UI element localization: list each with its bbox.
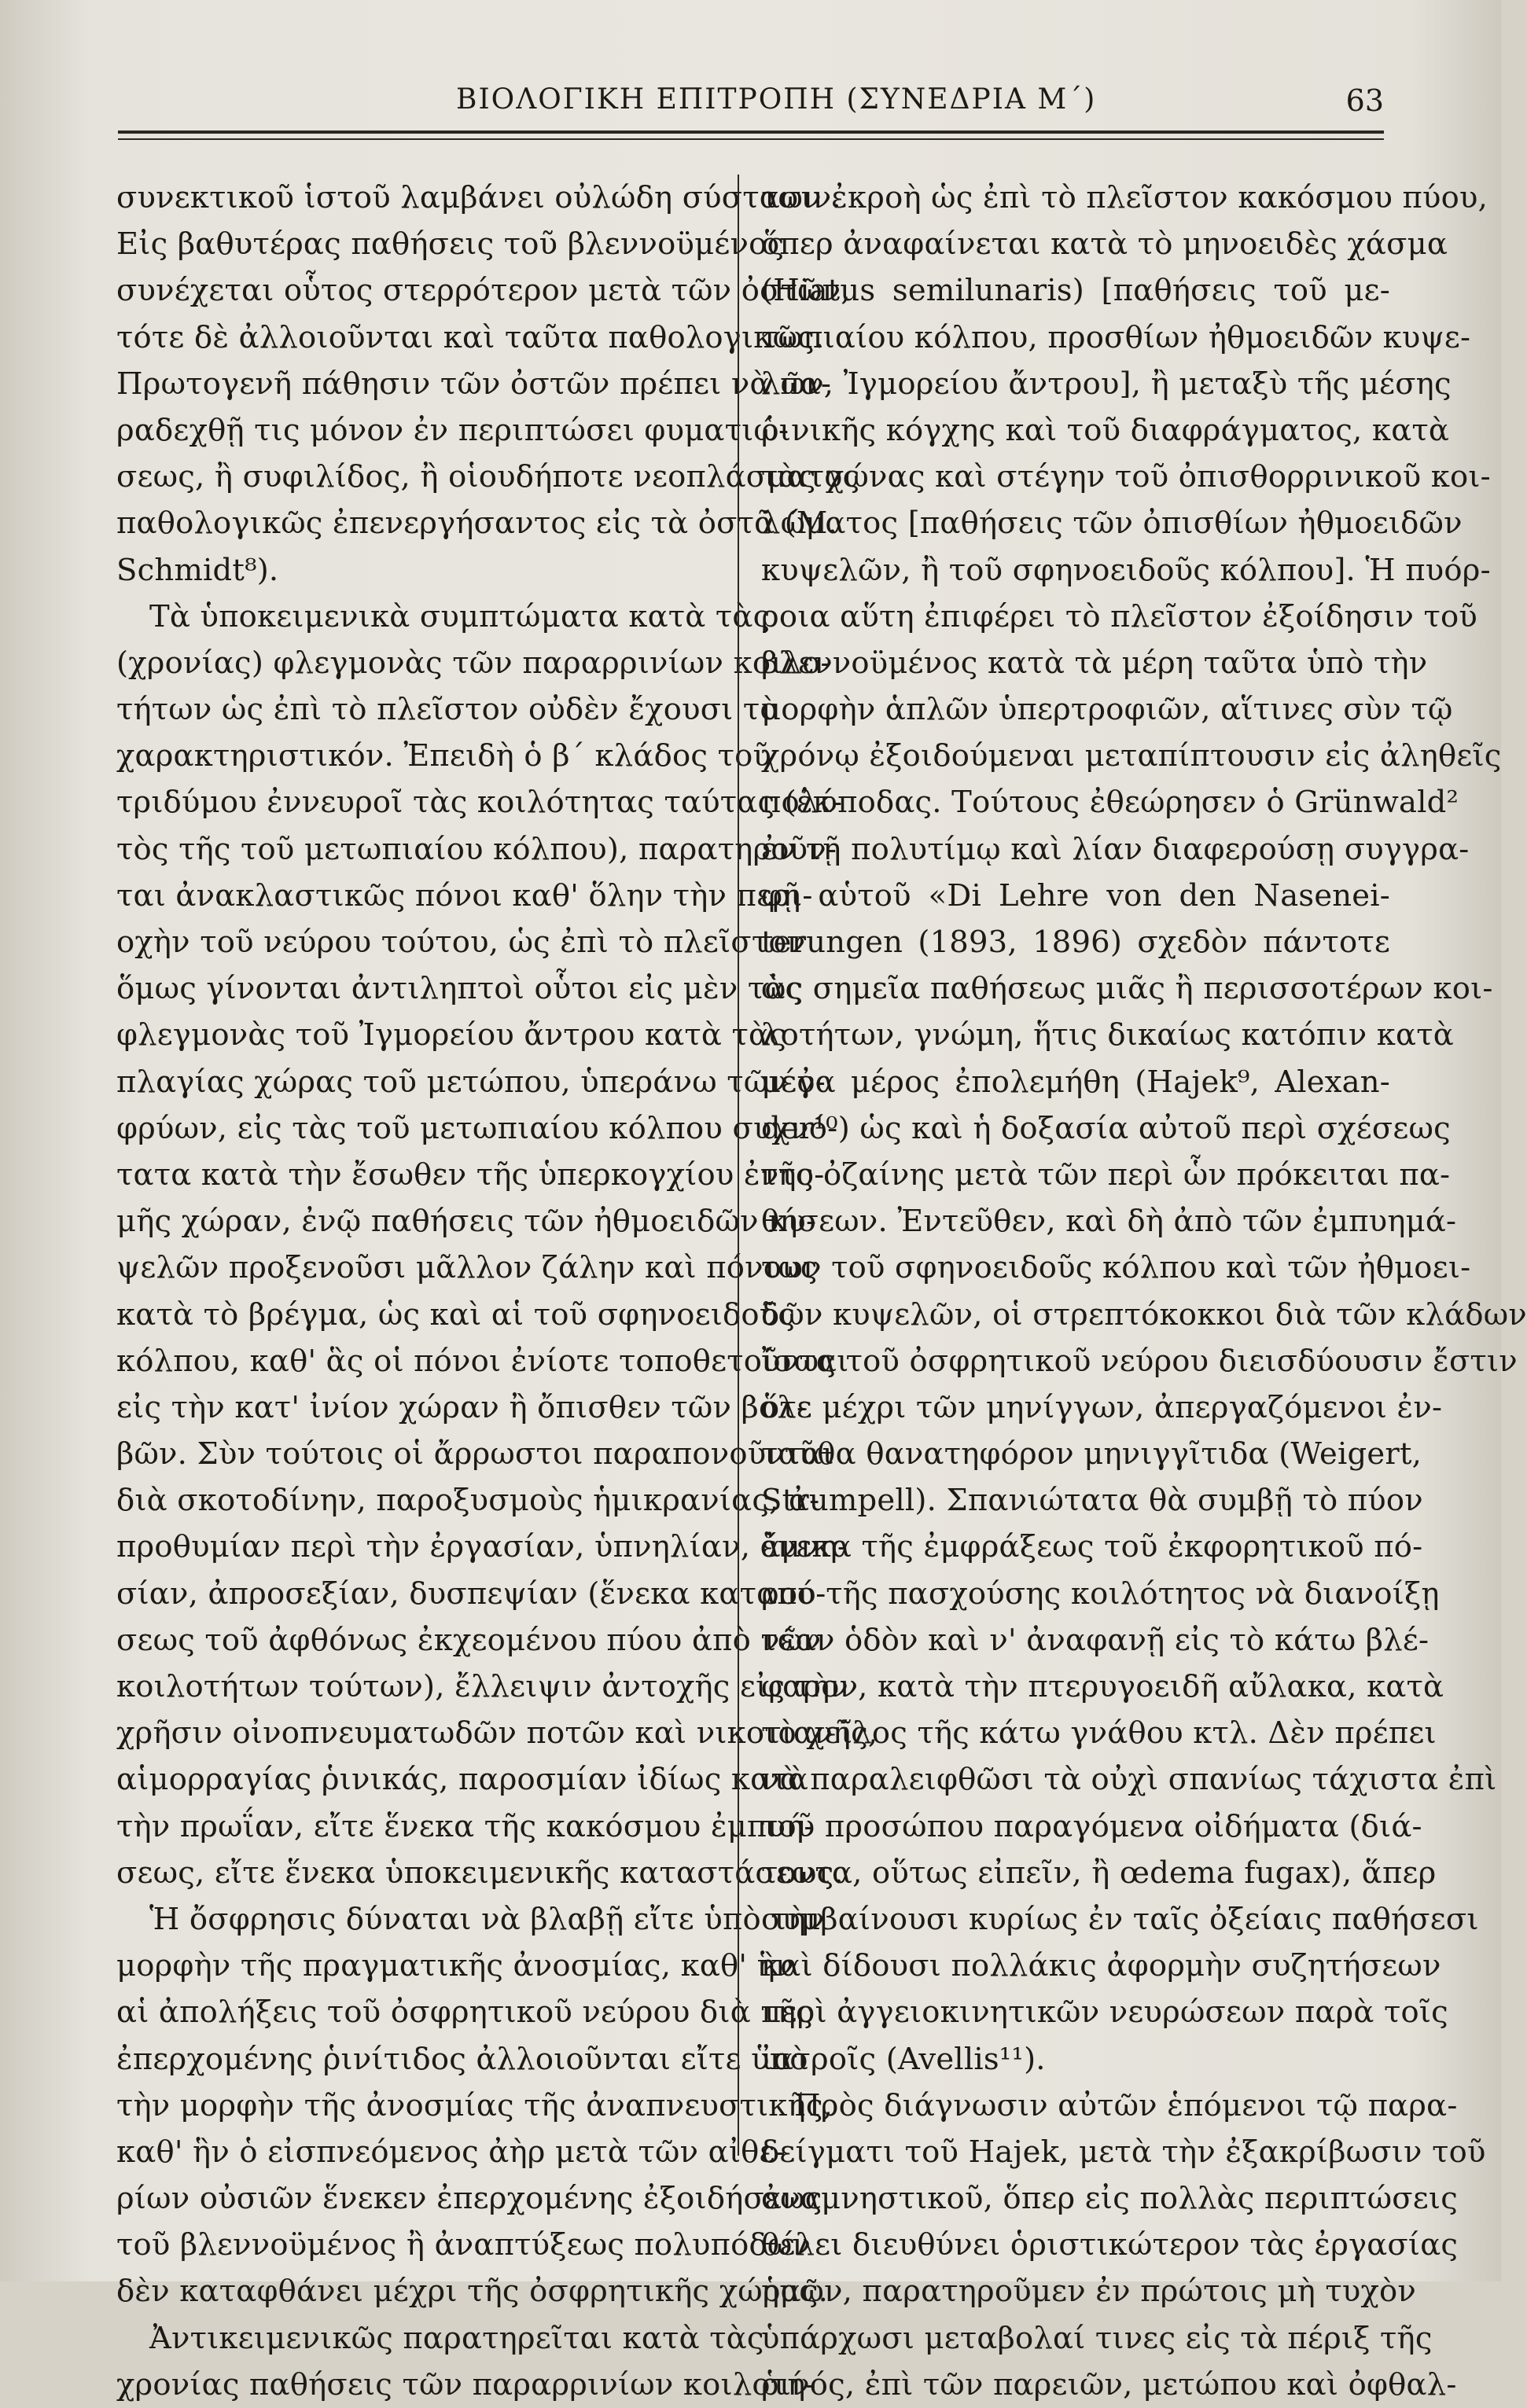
text-line: ραδεχθῇ τις μόνον ἐν περιπτώσει φυματιώ- (116, 412, 789, 448)
text-line: ὅτε μέχρι τῶν μηνίγγων, ἀπεργαζόμενοι ἐν- (761, 1389, 1443, 1425)
text-line: νέαν ὁδὸν καὶ ν' ἀναφανῇ εἰς τὸ κάτω βλέ- (761, 1622, 1429, 1658)
text-line: χρονίας παθήσεις τῶν παραρρινίων κοιλοτή- (116, 2366, 816, 2402)
text-line: θήσεων. Ἐντεῦθεν, καὶ δὴ ἀπὸ τῶν ἐμπυημά- (761, 1204, 1457, 1240)
text-line: κόλπου, καθ' ἃς οἱ πόνοι ἐνίοτε τοποθετοῦνται (116, 1343, 849, 1379)
text-line: Ἀντικειμενικῶς παρατηρεῖται κατὰ τὰς (149, 2320, 764, 2356)
text-line: ἡμῶν, παρατηροῦμεν ἐν πρώτοις μὴ τυχὸν (761, 2274, 1417, 2310)
text-line: χρόνῳ ἐξοιδούμεναι μεταπίπτουσιν εἰς ἀληθεῖς (761, 738, 1502, 774)
text-line: ταῦθα θανατηφόρον μηνιγγῖτιδα (Weigert, (761, 1436, 1422, 1472)
text-line: δῶν κυψελῶν, οἱ στρεπτόκοκκοι διὰ τῶν κλάδων (761, 1296, 1527, 1333)
header-rule-thick (118, 131, 1384, 134)
text-line: Εἰς βαθυτέρας παθήσεις τοῦ βλεννοϋμένος (116, 226, 785, 263)
text-column-left (116, 175, 878, 2408)
text-line: der¹⁰) ὡς καὶ ἡ δοξασία αὐτοῦ περὶ σχέσεως (761, 1110, 1451, 1146)
text-line: καὶ δίδουσι πολλάκις ἀφορμὴν συζητήσεων (761, 1948, 1441, 1984)
text-line: φῇ αὑτοῦ «Di Lehre von den Naseneі- (761, 877, 1390, 914)
text-line: πολύποδας. Τούτους ἐθεώρησεν ὁ Grünwald² (761, 785, 1459, 821)
text-line: τοῦ βλεννοϋμένος ἢ ἀναπτύξεως πολυπόδων (116, 2227, 811, 2263)
text-line: αἱ ἀπολήξεις τοῦ ὀσφρητικοῦ νεύρου διὰ τῆς (116, 1994, 813, 2031)
text-line: φαρον, κατὰ τὴν πτερυγοειδῆ αὔλακα, κατὰ (761, 1669, 1444, 1704)
text-line: τὸ χεῖλος τῆς κάτω γνάθου κτλ. Δὲν πρέπει (761, 1715, 1437, 1752)
text-line: ψελῶν προξενοῦσι μᾶλλον ζάλην καὶ πόνους (116, 1250, 818, 1286)
text-line: αἱμορραγίας ῥινικάς, παροσμίαν ἰδίως κατὰ (116, 1762, 809, 1798)
text-line: ῥινός, ἐπὶ τῶν παρειῶν, μετώπου καὶ ὀφθαλ- (761, 2366, 1457, 2402)
column-divider (738, 175, 739, 2156)
text-line: σεως, ἢ συφιλίδος, ἢ οἱουδήποτε νεοπλάσματος (116, 459, 860, 495)
text-line: τοῦ προσώπου παραγόμενα οἰδήματα (διά- (761, 1808, 1422, 1844)
text-line: σίαν, ἀπροσεξίαν, δυσπεψίαν (ἕνεκα καταπό- (116, 1575, 826, 1612)
text-line: ροια αὕτη ἐπιφέρει τὸ πλεῖστον ἐξοίδησιν τοῦ (761, 598, 1477, 634)
text-line: βλεννοϋμένος κατὰ τὰ μέρη ταῦτα ὑπὸ τὴν (761, 645, 1428, 681)
text-line: θέλει διευθύνει ὁριστικώτερον τὰς ἐργασίας (761, 2227, 1459, 2263)
text-line: φλεγμονὰς τοῦ Ἰγμορείου ἄντρου κατὰ τὰς (116, 1017, 787, 1053)
text-line: μέγα μέρος ἐπολεμήθη (Hajek⁹, Alexan- (761, 1064, 1390, 1100)
text-line: μορφὴν τῆς πραγματικῆς ἀνοσμίας, καθ' ἣν (116, 1948, 794, 1984)
text-line: των τοῦ σφηνοειδοῦς κόλπου καὶ τῶν ἠθμοει- (761, 1250, 1471, 1286)
text-line: συνέχεται οὗτος στερρότερον μετὰ τῶν ὀστῶν, (116, 273, 851, 309)
text-line: φρύων, εἰς τὰς τοῦ μετωπιαίου κόλπου συχνό- (116, 1110, 838, 1146)
text-line: Πρωτογενῆ πάθησιν τῶν ὀστῶν πρέπει νὰ πα- (116, 366, 832, 402)
text-line: χρῆσιν οἰνοπνευματωδῶν ποτῶν καὶ νικοτιανῆς, (116, 1715, 878, 1752)
text-line: τήτων ὡς ἐπὶ τὸ πλεῖστον οὐδὲν ἔχουσι τὸ (116, 692, 778, 728)
text-line: λώματος [παθήσεις τῶν ὀπισθίων ἠθμοειδῶν (761, 505, 1463, 542)
text-line: δὲν καταφθάνει μέχρι τῆς ὀσφρητικῆς χώρας. (116, 2274, 829, 2310)
text-line: κοιλοτήτων τούτων), ἔλλειψιν ἀντοχῆς εἰς τὴν (116, 1669, 849, 1704)
text-line: παθολογικῶς ἐπενεργήσαντος εἰς τὰ ὀστᾶ (M. (116, 505, 837, 542)
text-line: τὸς τῆς τοῦ μετωπιαίου κόλπου), παρατηροῦν- (116, 831, 837, 867)
text-line: ται ἀνακλαστικῶς πόνοι καθ' ὅλην τὴν περι- (116, 877, 813, 914)
text-column-right (761, 175, 1527, 2408)
text-line: terungen (1893, 1896) σχεδὸν πάντοτε (761, 925, 1390, 960)
text-line: οχὴν τοῦ νεύρου τούτου, ὡς ἐπὶ τὸ πλεῖστον (116, 925, 806, 960)
text-line: ἐν τῇ πολυτίμῳ καὶ λίαν διαφερούσῃ συγγρα- (761, 831, 1470, 867)
text-line: βῶν. Σὺν τούτοις οἱ ἄρρωστοι παραπονοῦνται (116, 1436, 834, 1472)
text-line: ρίων οὐσιῶν ἕνεκεν ἐπερχομένης ἐξοιδήσεως (116, 2181, 822, 2217)
text-line: λῶν, Ἰγμορείου ἄντρου], ἢ μεταξὺ τῆς μέσης (761, 366, 1452, 402)
text-line: νὰ παραλειφθῶσι τὰ οὐχὶ σπανίως τάχιστα ἐπὶ (761, 1762, 1497, 1798)
text-line: πλαγίας χώρας τοῦ μετώπου, ὑπεράνω τῶν ὀ- (116, 1064, 826, 1100)
text-line: δείγματι τοῦ Hajek, μετὰ τὴν ἐξακρίβωσιν τοῦ (761, 2134, 1486, 2170)
text-line: ἀναμνηστικοῦ, ὅπερ εἰς πολλὰς περιπτώσεις (761, 2181, 1458, 2217)
text-line: Ἡ ὄσφρησις δύναται νὰ βλαβῇ εἴτε ὑπὸ τὴν (149, 1901, 825, 1937)
text-line: καθ' ἣν ὁ εἰσπνεόμενος ἀὴρ μετὰ τῶν αἰθε- (116, 2134, 786, 2170)
text-line: ἕνεκα τῆς ἐμφράξεως τοῦ ἐκφορητικοῦ πό- (761, 1529, 1423, 1565)
running-header (118, 79, 1384, 126)
text-line: λοτήτων, γνώμη, ἥτις δικαίως κατόπιν κατὰ (761, 1017, 1454, 1053)
text-line: ὑπάρχωσι μεταβολαί τινες εἰς τὰ πέριξ τῆς (761, 2320, 1433, 2356)
page-number: 63 (1345, 83, 1384, 118)
text-line: τὴν πρωΐαν, εἴτε ἕνεκα τῆς κακόσμου ἐμπυή- (116, 1808, 815, 1844)
text-line: προθυμίαν περὶ τὴν ἐργασίαν, ὑπνηλίαν, ἀμνη- (116, 1529, 848, 1565)
text-line: σεως, εἴτε ἕνεκα ὑποκειμενικῆς καταστάσεως. (116, 1855, 844, 1891)
text-line: περὶ ἀγγειοκινητικῶν νευρώσεων παρὰ τοῖς (761, 1994, 1448, 2031)
text-line: ρου τῆς πασχούσης κοιλότητος νὰ διανοίξῃ (761, 1575, 1440, 1612)
text-line: (Hiatus semilunaris) [παθήσεις τοῦ με- (761, 273, 1390, 309)
text-line: σεως τοῦ ἀφθόνως ἐκχεομένου πύου ἀπὸ τῶν (116, 1622, 822, 1658)
running-title: ΒΙΟΛΟΓΙΚΗ ΕΠΙΤΡΟΠΗ (ΣΥΝΕΔΡΙΑ Μ΄) (456, 83, 1097, 116)
text-line: ἐπερχομένης ῥινίτιδος ἀλλοιοῦνται εἴτε ὑπὸ (116, 2041, 808, 2077)
text-line: συμβαίνουσι κυρίως ἐν ταῖς ὀξείαις παθήσεσι (761, 1901, 1479, 1937)
text-line: εἰς τὴν κατ' ἰνίον χώραν ἢ ὄπισθεν τῶν βολ- (116, 1389, 808, 1425)
text-line: ὡς σημεῖα παθήσεως μιᾶς ἢ περισσοτέρων κοι- (761, 971, 1493, 1007)
text-line: τὰς χώνας καὶ στέγην τοῦ ὀπισθορρινικοῦ κοι- (761, 459, 1491, 495)
text-line: διὰ σκοτοδίνην, παροξυσμοὺς ἡμικρανίας, ἀ- (116, 1483, 820, 1519)
text-line: μῆς χώραν, ἐνῷ παθήσεις τῶν ἠθμοειδῶν κυ- (116, 1204, 817, 1240)
text-line: τωπιαίου κόλπου, προσθίων ἠθμοειδῶν κυψε- (761, 319, 1471, 355)
text-line: τὴν μορφὴν τῆς ἀνοσμίας τῆς ἀναπνευστικῆς, (116, 2087, 833, 2123)
text-line: κυψελῶν, ἢ τοῦ σφηνοειδοῦς κόλπου]. Ἡ πυόρ- (761, 552, 1491, 588)
text-line: (χρονίας) φλεγμονὰς τῶν παραρρινίων κοιλο- (116, 645, 831, 681)
text-line: Strumpell). Σπανιώτατα θὰ συμβῇ τὸ πύον (761, 1483, 1423, 1519)
text-line: τατα κατὰ τὴν ἔσωθεν τῆς ὑπερκογχίου ἐντο- (116, 1156, 825, 1193)
text-line: συνεκτικοῦ ἱστοῦ λαμβάνει οὐλώδη σύστασιν. (116, 180, 841, 215)
text-line: Schmidt⁸). (116, 552, 279, 588)
header-rule-thin (118, 138, 1384, 140)
text-line: ῥινικῆς κόγχης καὶ τοῦ διαφράγματος, κατὰ (761, 412, 1450, 448)
text-line: μορφὴν ἁπλῶν ὑπερτροφιῶν, αἵτινες σὺν τῷ (761, 692, 1453, 728)
text-line: τῆς ὀζαίνης μετὰ τῶν περὶ ὧν πρόκειται πα- (761, 1156, 1451, 1193)
text-line: Πρὸς διάγνωσιν αὐτῶν ἑπόμενοι τῷ παρα- (794, 2087, 1458, 2123)
text-line: Τὰ ὑποκειμενικὰ συμπτώματα κατὰ τὰς (149, 598, 771, 634)
text-line: κατὰ τὸ βρέγμα, ὡς καὶ αἱ τοῦ σφηνοειδοῦς (116, 1296, 796, 1333)
text-line: ὅπερ ἀναφαίνεται κατὰ τὸ μηνοειδὲς χάσμα (761, 226, 1448, 263)
text-line: τοντα, οὕτως εἰπεῖν, ἢ œdema fugax), ἅπερ (761, 1855, 1437, 1891)
text-line: χαρακτηριστικόν. Ἐπειδὴ ὁ β΄ κλάδος τοῦ (116, 738, 772, 774)
text-line: ἰατροῖς (Avellis¹¹). (761, 2041, 1046, 2077)
text-line: ὅμως γίνονται ἀντιληπτοὶ οὗτοι εἰς μὲν τὰς (116, 971, 803, 1007)
text-line: ἴσως τοῦ ὀσφρητικοῦ νεύρου διεισδύουσιν ἔστιν (761, 1343, 1518, 1379)
text-line: τότε δὲ ἀλλοιοῦνται καὶ ταῦτα παθολογικῶς. (116, 319, 825, 355)
text-line: τριδύμου ἐννευροῖ τὰς κοιλότητας ταύτας (ἐκ- (116, 785, 843, 821)
text-line: των ἐκροὴ ὡς ἐπὶ τὸ πλεῖστον κακόσμου πύου, (761, 180, 1488, 215)
